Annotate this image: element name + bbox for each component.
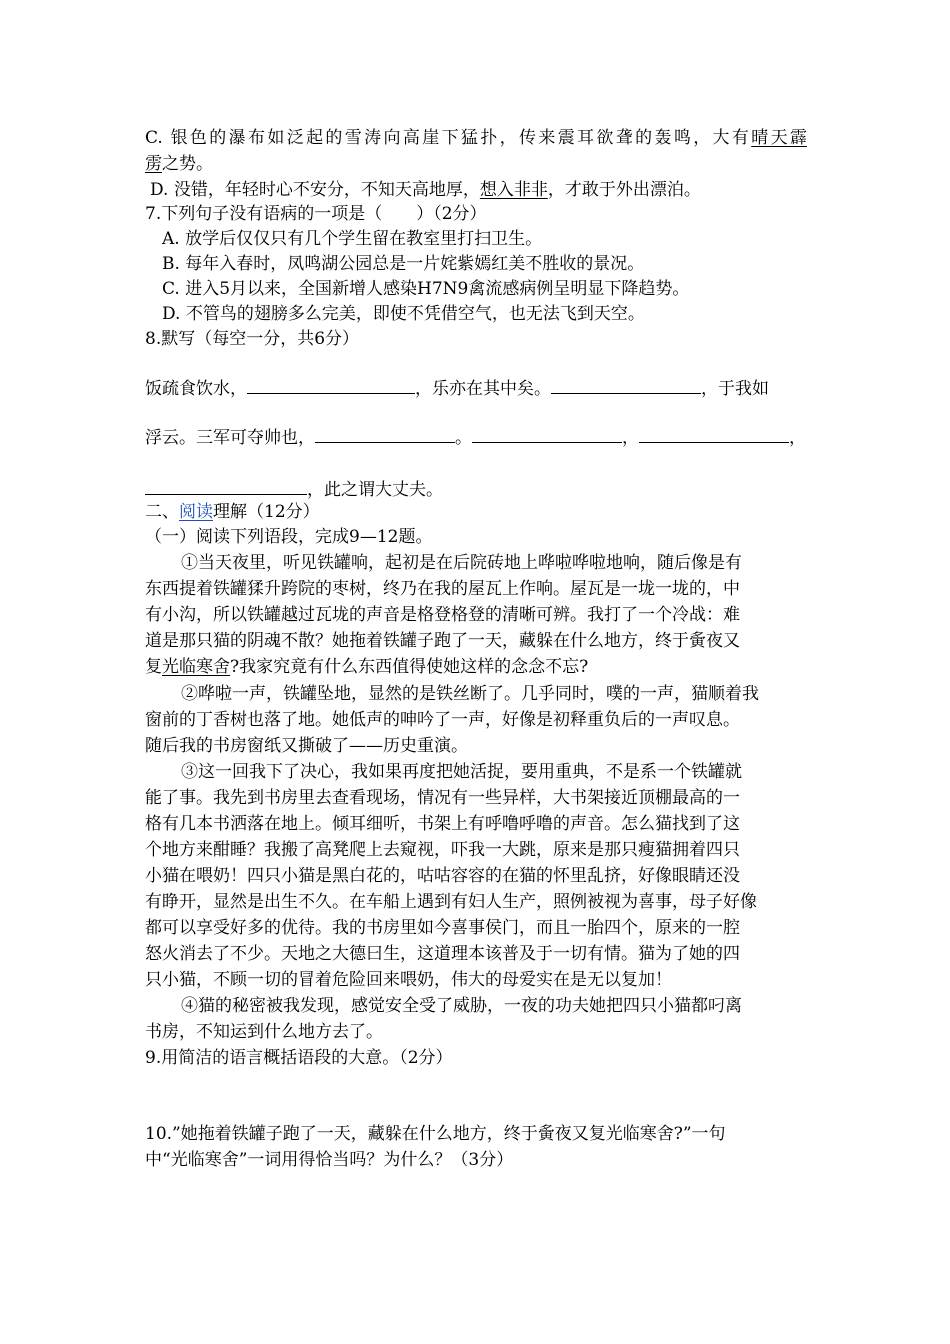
passage-p3-line9: 只小猫，不顾一切的冒着危险回来喂奶，伟大的母爱实在是无以复加！	[145, 970, 672, 990]
passage-p1-line3: 有小沟，所以铁罐越过瓦垅的声音是格登格登的清晰可辨。我打了一个冷战：难	[145, 605, 740, 625]
passage-p1-line4: 道是那只猫的阴魂不散？她拖着铁罐子跑了一天，藏躲在什么地方，终于夤夜又	[145, 631, 740, 651]
q7-option-d: D. 不管鸟的翅膀多么完美，即使不凭借空气，也无法飞到天空。	[162, 304, 645, 324]
passage-p2-line2: 窗前的丁香树也落了地。她低声的呻吟了一声，好像是初释重负后的一声叹息。	[145, 710, 740, 730]
q10-line1: 10.”她拖着铁罐子跑了一天，藏躲在什么地方，终于夤夜又复光临寒舍?”一句	[145, 1124, 726, 1144]
passage-p4-line1: ④猫的秘密被我发现，感觉安全受了威胁，一夜的功夫她把四只小猫都叼离	[181, 996, 742, 1016]
answer-blank[interactable]	[315, 424, 455, 443]
passage-p3-line8: 怒火消去了不少。天地之大德曰生，这道理本该普及于一切有情。猫为了她的四	[145, 944, 740, 964]
q7-stem: 7.下列句子没有语病的一项是（ ）（2分）	[145, 204, 487, 224]
q8-stem: 8.默写（每空一分，共6分）	[145, 329, 360, 349]
section2-heading: 二、阅读理解（12分）	[145, 502, 320, 522]
q9-stem: 9.用简洁的语言概括语段的大意。（2分）	[145, 1048, 453, 1068]
passage-p3-line2: 能了事。我先到书房里去查看现场，情况有一些异样，大书架接近顶棚最高的一	[145, 788, 740, 808]
q7-option-b: B. 每年入春时，凤鸣湖公园总是一片姹紫嫣红美不胜收的景况。	[162, 254, 645, 274]
passage-p4-line2: 书房，不知运到什么地方去了。	[145, 1022, 383, 1042]
q6-option-c-line2: 雳之势。	[145, 154, 213, 174]
answer-blank[interactable]	[247, 375, 415, 394]
q6-option-c-line1: C. 银色的瀑布如泛起的雪涛向高崖下猛扑，传来震耳欲聋的轰鸣，大有晴天霹	[145, 128, 807, 148]
underlined-phrase: 光临寒舍	[162, 657, 230, 677]
q8-line3: ，此之谓大丈夫。	[145, 476, 443, 503]
q7-option-a: A. 放学后仅仅只有几个学生留在教室里打扫卫生。	[162, 229, 543, 249]
passage-p3-line7: 都可以享受好多的优待。我的书房里如今喜事侯门，而且一胎四个，原来的一腔	[145, 918, 740, 938]
underlined-phrase: 雳	[145, 154, 162, 174]
q7-option-c: C. 进入5月以来，全国新增人感染H7N9禽流感病例呈明显下降趋势。	[162, 279, 690, 299]
passage-p1-line2: 东西提着铁罐猱升跨院的枣树，终乃在我的屋瓦上作响。屋瓦是一垅一垅的，中	[145, 579, 740, 599]
reading-link[interactable]: 阅读	[179, 502, 213, 522]
q8-line1: 饭疏食饮水， ，乐亦在其中矣。 ，于我如	[145, 375, 769, 402]
answer-blank[interactable]	[472, 424, 622, 443]
passage-p3-line4: 个地方来酣睡？我搬了高凳爬上去窥视，吓我一大跳，原来是那只瘦猫拥着四只	[145, 840, 740, 860]
passage-p3-line1: ③这一回我下了决心，我如果再度把她活捉，要用重典，不是系一个铁罐就	[181, 762, 742, 782]
passage-p1-line5: 复光临寒舍?我家究竟有什么东西值得使她这样的念念不忘?	[145, 657, 589, 677]
underlined-phrase: 晴天霹	[751, 128, 807, 148]
passage-p2-line3: 随后我的书房窗纸又撕破了——历史重演。	[145, 736, 468, 756]
answer-blank[interactable]	[639, 424, 789, 443]
underlined-phrase: 想入非非	[479, 180, 548, 200]
section2-subheading: （一）阅读下列语段，完成9—12题。	[145, 527, 433, 547]
passage-p3-line6: 有睁开，显然是出生不久。在车船上遇到有妇人生产，照例被视为喜事，母子好像	[145, 892, 757, 912]
passage-p2-line1: ②哗啦一声，铁罐坠地，显然的是铁丝断了。几乎同时，噗的一声，猫顺着我	[181, 684, 759, 704]
q8-line2: 浮云。三军可夺帅也， 。 ， ，	[145, 424, 806, 451]
passage-p1-line1: ①当天夜里，听见铁罐响，起初是在后院砖地上哗啦哗啦地响，随后像是有	[181, 553, 742, 573]
q10-line2: 中“光临寒舍”一词用得恰当吗？为什么？（3分）	[145, 1150, 514, 1170]
passage-p3-line5: 小猫在喂奶！四只小猫是黑白花的，咕咕容容的在猫的怀里乱挤，好像眼睛还没	[145, 866, 740, 886]
answer-blank[interactable]	[145, 476, 307, 495]
answer-blank[interactable]	[551, 375, 701, 394]
q6-option-d: D. 没错，年轻时心不安分，不知天高地厚，想入非非，才敢于外出漂泊。	[150, 180, 701, 200]
passage-p3-line3: 格有几本书洒落在地上。倾耳细听，书架上有呼噜呼噜的声音。怎么猫找到了这	[145, 814, 740, 834]
